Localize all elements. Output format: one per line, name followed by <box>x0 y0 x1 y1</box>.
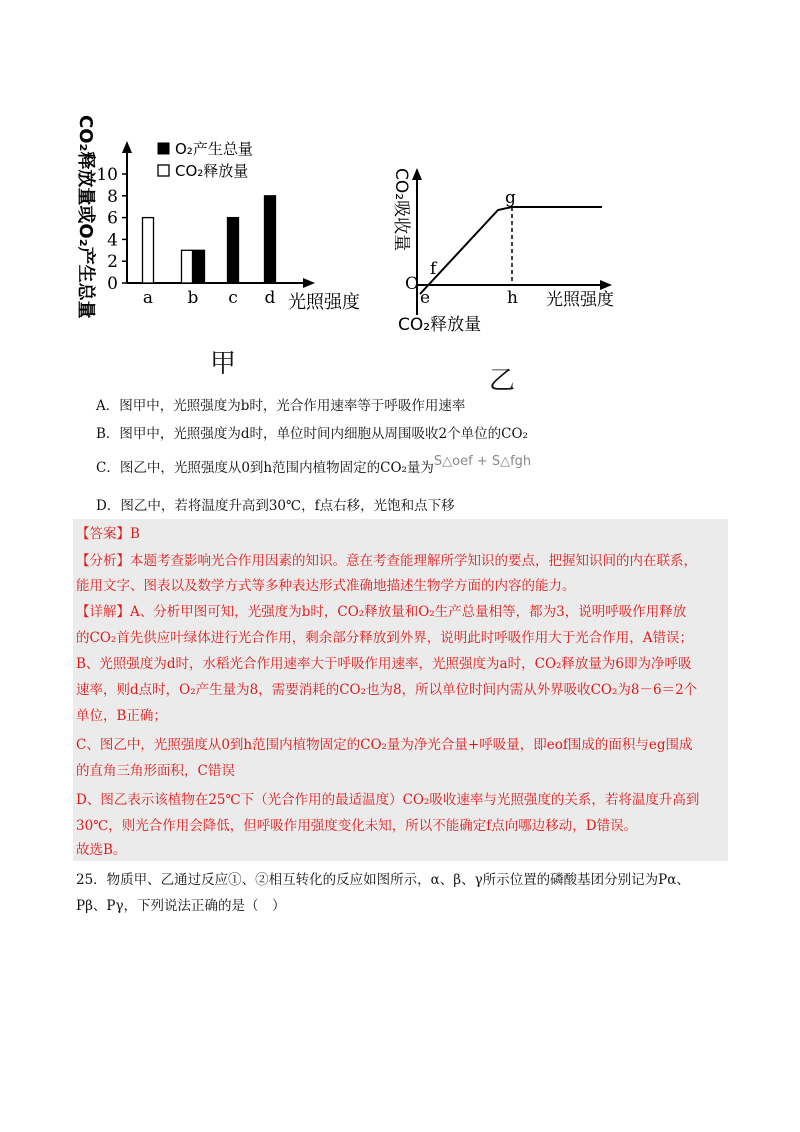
yi-xlabel: 光照强度 <box>546 290 614 310</box>
yi-ylabel-bottom: CO₂释放量 <box>398 315 482 335</box>
jia-category-label: a <box>142 288 154 308</box>
figure-jia-chart <box>70 105 370 345</box>
detail-line-5: 单位，B正确； <box>76 708 167 724</box>
question-25-line-1: 25．物质甲、乙通过反应①、②相互转化的反应如图所示，α、β、γ所示位置的磷酸基团分别记为Pα、 <box>76 872 690 888</box>
option-b: B．图甲中，光照强度为d时，单位时间内细胞从周围吸收2个单位的CO₂ <box>96 426 528 442</box>
point-label-e: e <box>420 288 431 308</box>
point-label-o: O <box>405 274 419 294</box>
detail-line-8: D、图乙表示该植物在25℃下（光合作用的最适温度）CO₂吸收速率与光照强度的关系，若将温度升高到 <box>76 792 700 808</box>
analysis-line-2: 能用文字、图表以及数学方式等多种表达形式准确地描述生物学方面的内容的能力。 <box>76 578 576 594</box>
option-c <box>96 454 532 479</box>
legend-label-co2: CO₂释放量 <box>175 162 249 180</box>
detail-line-6: C、图乙中，光照强度从0到h范围内植物固定的CO₂量为净光合量+呼吸量，即eof围成的面积与eg围成 <box>76 737 693 753</box>
detail-line-9: 30℃，则光合作用会降低，但呼吸作用强度变化未知，所以不能确定f点向哪边移动，D错误。 <box>76 818 638 834</box>
jia-category-label: b <box>187 288 199 308</box>
yi-curve <box>420 207 602 294</box>
jia-category-label: d <box>264 288 276 308</box>
point-label-g: g <box>505 188 516 208</box>
jia-ytick-label: 4 <box>107 230 118 251</box>
jia-ytick-label: 8 <box>107 186 118 207</box>
option-a: A．图甲中，光照强度为b时，光合作用速率等于呼吸作用速率 <box>96 398 466 414</box>
jia-category-label: c <box>228 288 238 308</box>
bar-co2-a <box>143 218 154 283</box>
figure-yi-title: 乙 <box>489 366 516 396</box>
jia-ytick-label: 10 <box>96 165 118 185</box>
point-label-f: f <box>430 259 437 279</box>
detail-line-3: B、光照强度为d时，水稻光合作用速率大于呼吸作用速率，光照强度为a时，CO₂释放量为6即为净呼吸 <box>76 656 692 672</box>
bar-o2-c <box>228 218 239 283</box>
jia-y-arrow <box>122 141 132 153</box>
yi-x-arrow <box>600 280 612 290</box>
analysis-line-1: 【分析】本题考查影响光合作用因素的知识。意在考查能理解所学知识的要点，把握知识间的内在联系， <box>76 553 697 569</box>
jia-ytick-label: 2 <box>107 252 118 273</box>
option-c-formula: S△oef + S△fgh <box>433 454 532 469</box>
yi-ylabel: CO₂吸收量 <box>391 168 411 252</box>
option-d: D．图乙中，若将温度升高到30℃，f点右移，光饱和点下移 <box>96 498 455 514</box>
detail-line-2: 的CO₂首先供应叶绿体进行光合作用，剩余部分释放到外界，说明此时呼吸作用大于光合作用，A错误； <box>76 630 694 646</box>
legend-swatch-o2 <box>158 143 169 154</box>
conclusion-line: 故选B。 <box>76 842 127 858</box>
figure-yi-chart <box>390 150 640 340</box>
point-label-h: h <box>507 288 518 308</box>
detail-line-4: 速率，则d点时，O₂产生量为8，需要消耗的CO₂也为8，所以单位时间内需从外界吸收CO₂为8－6＝2个 <box>76 682 698 698</box>
bar-o2-d <box>265 196 276 283</box>
detail-line-1: 【详解】A、分析甲图可知，光强度为b时，CO₂释放量和O₂生产总量相等，都为3，说明呼吸作用释放 <box>76 604 687 620</box>
jia-xlabel: 光照强度 <box>288 292 360 313</box>
option-c-text: C．图乙中，光照强度从0到h范围内植物固定的CO₂量为 <box>96 460 434 476</box>
detail-line-7: 的直角三角形面积，C错误 <box>76 763 235 779</box>
bar-co2-b <box>182 250 193 283</box>
jia-ytick-label: 6 <box>107 208 118 229</box>
jia-ytick-label: 0 <box>107 274 118 294</box>
legend-label-o2: O₂产生总量 <box>175 140 253 158</box>
answer-line: 【答案】B <box>76 526 140 542</box>
figure-jia-title: 甲 <box>210 349 237 379</box>
yi-y-arrow <box>412 168 422 180</box>
bar-o2-b <box>194 250 205 283</box>
jia-x-arrow <box>303 278 315 288</box>
legend-swatch-co2 <box>158 165 169 176</box>
jia-ylabel: CO₂释放量或O₂产生总量 <box>75 115 96 319</box>
question-25-line-2: Pβ、Pγ，下列说法正确的是（ ） <box>76 898 286 914</box>
